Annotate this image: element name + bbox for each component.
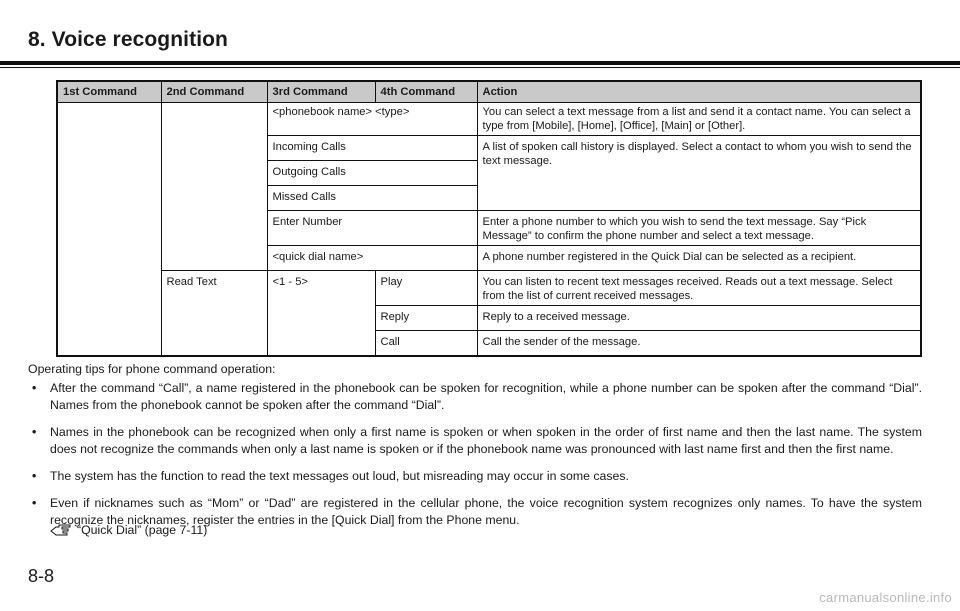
cell-4th-command: Play bbox=[375, 271, 477, 306]
page-title: 8. Voice recognition bbox=[28, 28, 228, 51]
cell-3rd-command: <1 - 5> bbox=[267, 271, 375, 357]
cell-action: You can listen to recent text messages received. Reads out a text message. Select from the list of current received messages. bbox=[477, 271, 921, 306]
tips-list bbox=[28, 380, 922, 539]
cell-3rd-command: Missed Calls bbox=[267, 186, 477, 211]
cell-action: A list of spoken call history is displayed. Select a contact to whom you wish to send the text message. bbox=[477, 136, 921, 211]
cell-action: Call the sender of the message. bbox=[477, 331, 921, 357]
table-header-row bbox=[57, 81, 921, 103]
cell-action: Enter a phone number to which you wish to send the text message. Say “Pick Message” to confirm the phone number and select a text message. bbox=[477, 211, 921, 246]
reference-link[interactable] bbox=[50, 523, 207, 537]
list-item bbox=[28, 380, 922, 414]
tip-text: Names in the phonebook can be recognized when only a first name is spoken or when spoken in the order of first name and then the last name. The system does not recognize the commands when only a last name is spoken or if the phonebook name was pronounced with last name first and then the first name. bbox=[50, 425, 922, 456]
cell-3rd-command: <quick dial name> bbox=[267, 246, 477, 271]
cell-3rd-command: Outgoing Calls bbox=[267, 161, 477, 186]
list-item bbox=[28, 468, 922, 485]
cell-1st-command bbox=[57, 103, 161, 357]
tip-text: Even if nicknames such as “Mom” or “Dad” are registered in the cellular phone, the voice recognition system recognizes only names. To have the system recognize the nicknames, register the entries in the [Quick Dial] from the Phone menu. bbox=[50, 496, 922, 527]
reference-text: “Quick Dial” (page 7-11) bbox=[77, 523, 208, 537]
bullet-icon: • bbox=[32, 425, 37, 439]
title-rule bbox=[0, 61, 960, 65]
cell-3rd-command: Incoming Calls bbox=[267, 136, 477, 161]
table-row bbox=[57, 271, 921, 306]
header-2nd-command: 2nd Command bbox=[161, 81, 267, 103]
cell-4th-command: Call bbox=[375, 331, 477, 357]
cell-2nd-command: Read Text bbox=[161, 271, 267, 357]
tip-text: The system has the function to read the text messages out loud, but misreading may occur in some cases. bbox=[50, 469, 629, 483]
bullet-icon: • bbox=[32, 469, 37, 483]
cell-action: A phone number registered in the Quick Dial can be selected as a recipient. bbox=[477, 246, 921, 271]
bullet-icon: • bbox=[32, 496, 37, 510]
tip-text: After the command “Call”, a name registered in the phonebook can be spoken for recognition, while a phone number can be spoken after the command “Dial”. Names from the phonebook cannot be spoken after the command “Dial”. bbox=[50, 381, 922, 412]
header-3rd-command: 3rd Command bbox=[267, 81, 375, 103]
cell-4th-command: Reply bbox=[375, 306, 477, 331]
watermark: carmanualsonline.info bbox=[819, 590, 952, 605]
table-row bbox=[57, 103, 921, 136]
header-action: Action bbox=[477, 81, 921, 103]
cell-action: Reply to a received message. bbox=[477, 306, 921, 331]
title-rule-thin bbox=[0, 67, 960, 68]
cell-3rd-command: <phonebook name> <type> bbox=[267, 103, 477, 136]
pointing-hand-icon bbox=[50, 524, 72, 536]
list-item bbox=[28, 424, 922, 458]
tips-intro: Operating tips for phone command operation: bbox=[28, 362, 276, 376]
header-4th-command: 4th Command bbox=[375, 81, 477, 103]
cell-action: You can select a text message from a list and send it a contact name. You can select a type from [Mobile], [Home], [Office], [Main] or [Other]. bbox=[477, 103, 921, 136]
page-number: 8-8 bbox=[28, 566, 55, 586]
bullet-icon: • bbox=[32, 381, 37, 395]
header-1st-command: 1st Command bbox=[57, 81, 161, 103]
cell-2nd-command bbox=[161, 103, 267, 271]
cell-3rd-command: Enter Number bbox=[267, 211, 477, 246]
command-table bbox=[56, 80, 922, 357]
